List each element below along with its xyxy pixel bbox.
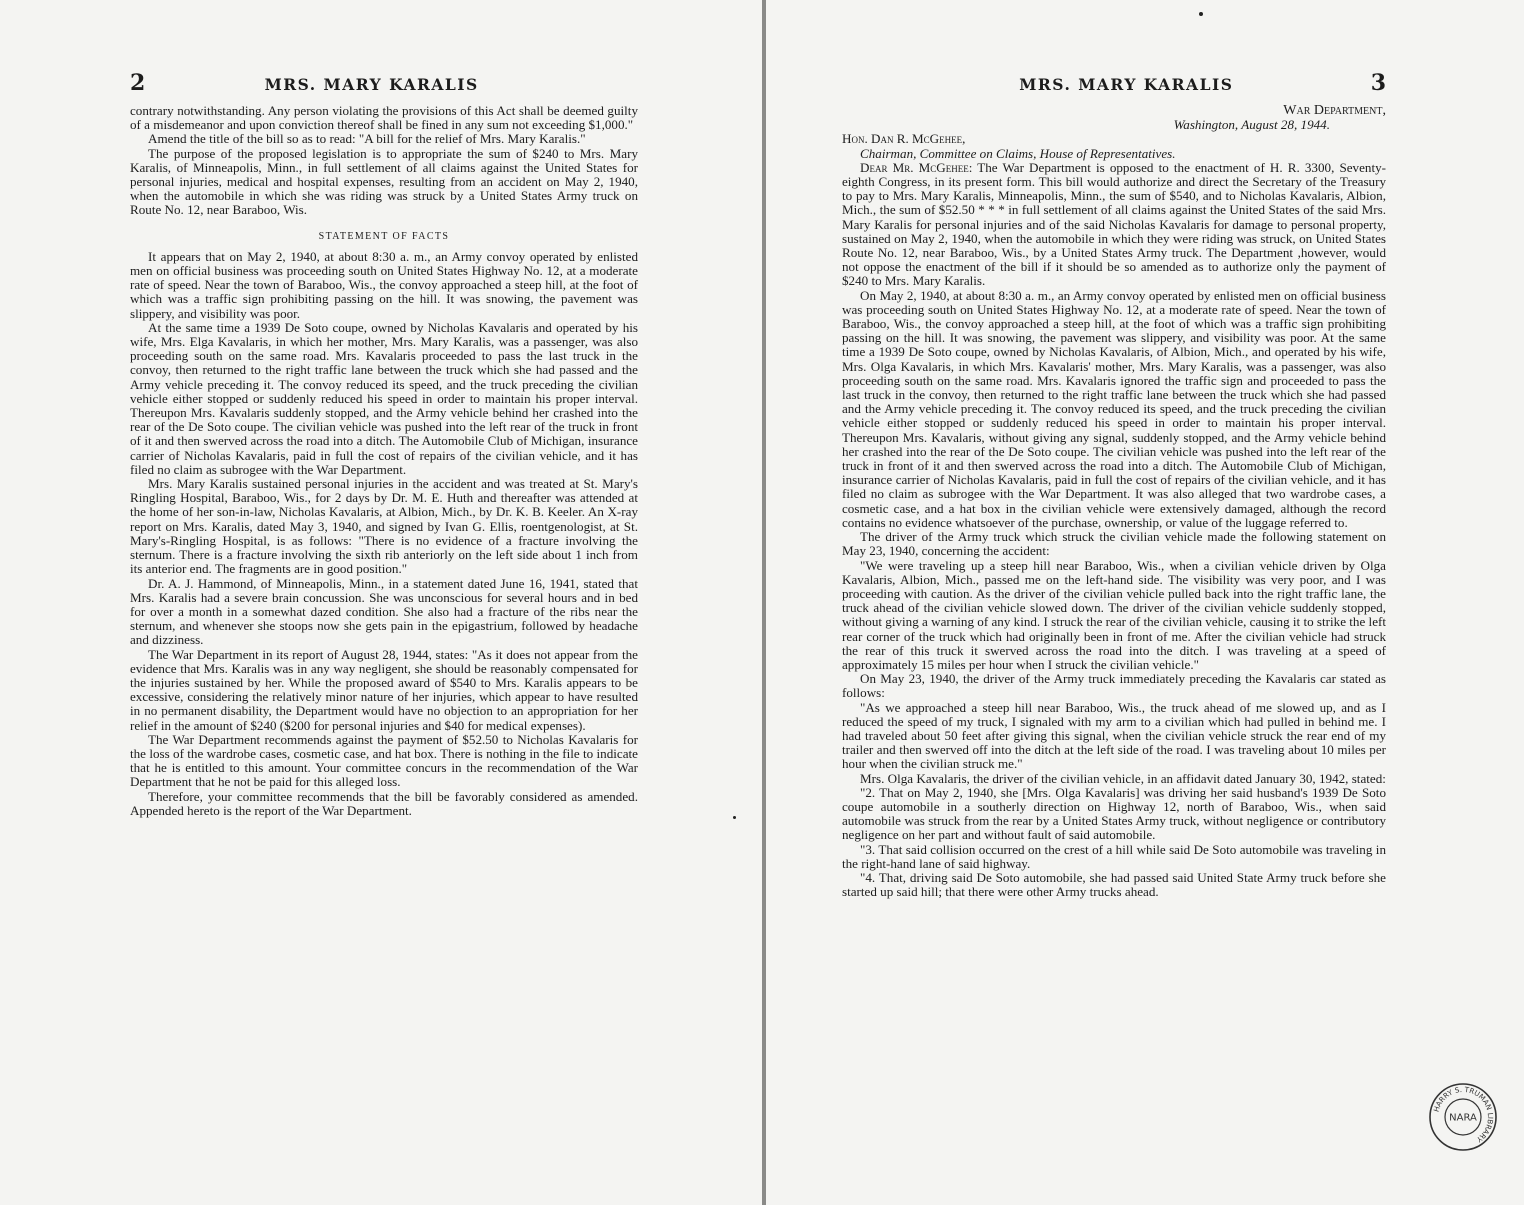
salutation: Dear Mr. McGehee: <box>860 159 973 175</box>
running-head <box>130 70 638 104</box>
page-number: 3 <box>1370 70 1386 96</box>
paragraph: Therefore, your committee recommends that the bill be favorably considered as amended. Appended hereto is the report of the War Department. <box>130 788 638 818</box>
letter-addressee <box>842 132 1386 160</box>
sender-department: War Department, <box>1283 103 1386 118</box>
paragraph: At the same time a 1939 De Soto coupe, owned by Nicholas Kavalaris and operated by his wife, Mrs. Elga Kavalaris, in which her mother, Mrs. Mary Karalis, was a passenger, was also proceeding south on the same road. Mrs. Kavalaris proceeded to pass the last truck in the convoy, then returned to the right traffic lane between the truck which she had passed and the Army vehicle preceding it. The convoy reduced its speed, and the truck preceding the civilian vehicle either stopped or suddenly reduced his speed in order to maintain his proper interval. Thereupon Mrs. Kavalaris suddenly stopped, and the Army vehicle behind her crashed into the rear of the De Soto coupe. The civilian vehicle was pushed into the left rear of the truck in front of it and then swerved across the road into a ditch. The Automobile Club of Michigan, insurance carrier of Nicholas Kavalaris, paid in full the cost of repairs of the civilian vehicle, and it has filed no claim as subrogee with the War Department. <box>130 319 638 477</box>
stamp-center-text: NARA <box>1449 1112 1477 1124</box>
running-title: MRS. MARY KARALIS <box>264 75 479 94</box>
section-heading: STATEMENT OF FACTS <box>318 230 450 242</box>
paragraph: Mrs. Olga Kavalaris, the driver of the civilian vehicle, in an affidavit dated January 30, 1942, stated: <box>860 770 1386 786</box>
paragraph: On May 23, 1940, the driver of the Army truck immediately preceding the Kavalaris car stated as follows: <box>842 671 1386 701</box>
ink-speck <box>733 816 736 819</box>
stamp-arc-text: HARRY S. TRUMAN LIBRARY <box>1431 1084 1496 1145</box>
running-head <box>842 70 1386 104</box>
paragraph: The purpose of the proposed legislation is to appropriate the sum of $240 to Mrs. Mary Karalis, of Minneapolis, Minn., in full settlement of all claims against the United States for personal injuries, medical and hospital expenses, resulting from an accident on May 2, 1940, when the automobile in which she was riding was struck by a United States Army truck on Route No. 12, near Baraboo, Wis. <box>130 145 638 218</box>
paragraph: It appears that on May 2, 1940, at about 8:30 a. m., an Army convoy operated by enlisted men on official business was proceeding south on United States Highway No. 12, at a moderate rate of speed. Near the town of Baraboo, Wis., the convoy approached a steep hill, at the foot of which was a traffic sign prohibiting passing on the hill. It was snowing, the pavement was slippery, and visibility was poor. <box>130 248 638 321</box>
letter-sender <box>842 104 1386 132</box>
sender-place-date: Washington, August 28, 1944. <box>1173 117 1330 133</box>
paragraph: Dr. A. J. Hammond, of Minneapolis, Minn., in a statement dated June 16, 1941, stated that Mrs. Karalis had a severe brain concussion. She was unconscious for several hours and in bed for over a month in a somewhat dazed condition. She also had a fracture of the ribs near the sternum, and whenever she stoops now she gets pain in the epigastrium, followed by headache and dizziness. <box>130 575 638 648</box>
paragraph: "We were traveling up a steep hill near Baraboo, Wis., when a civilian vehicle driven by Olga Kavalaris, Albion, Mich., passed me on the left-hand side. The visibility was very poor, and I was proceeding with caution. As the driver of the civilian vehicle pulled back into the right traffic lane, the truck ahead of the civilian vehicle slowed down. The driver of the civilian vehicle suddenly stopped, without giving a warning of any kind. I struck the rear of the civilian vehicle, causing it to strike the left rear corner of the truck which had originally been in front of me. After the civilian vehicle had struck the rear of this truck it swerved across the road into the ditch. I was traveling at a speed of approximately 15 miles per hour when I struck the civilian vehicle." <box>842 557 1386 672</box>
paragraph <box>842 161 1386 289</box>
paragraph: Mrs. Mary Karalis sustained personal injuries in the accident and was treated at St. Mary's Ringling Hospital, Baraboo, Wis., for 2 days by Dr. M. E. Huth and thereafter was attended at the home of her son-in-law, Nicholas Kavalaris, at Albion, Mich., by Dr. K. B. Keeler. An X-ray report on Mrs. Karalis, dated May 3, 1940, and signed by Ivan G. Ellis, roentgenologist, at St. Mary's-Ringling Hospital, is as follows: "There is no evidence of a fracture involving the sternum. There is a fracture involving the sixth rib anteriorly on the left side about 1 inch from its anterior end. The fragments are in good position." <box>130 476 638 577</box>
page-number: 2 <box>130 70 146 96</box>
right-page-content <box>842 70 1386 899</box>
right-page <box>766 0 1524 1205</box>
archive-stamp <box>1428 1082 1498 1152</box>
paragraph: "4. That, driving said De Soto automobile, she had passed said United State Army truck before she started up said hill; that there were other Army trucks ahead. <box>842 869 1386 900</box>
addressee-name: Hon. Dan R. McGehee, <box>842 131 966 147</box>
running-title: MRS. MARY KARALIS <box>1019 75 1234 94</box>
addressee-title: Chairman, Committee on Claims, House of Representatives. <box>860 145 1176 161</box>
paragraph: The War Department recommends against the payment of $52.50 to Nicholas Kavalaris for the loss of the wardrobe cases, cosmetic case, and hat box. There is nothing in the file to indicate that he is entitled to this amount. Your committee concurs in the recommendation of the War Department that he not be paid for this alleged loss. <box>130 731 638 790</box>
ink-speck <box>1199 12 1203 16</box>
paragraph: Amend the title of the bill so as to read: "A bill for the relief of Mrs. Mary Karalis." <box>148 131 586 147</box>
paragraph: contrary notwithstanding. Any person violating the provisions of this Act shall be deemed guilty of a misdemeanor and upon conviction thereof shall be fined in any sum not exceeding $1,000." <box>130 103 638 133</box>
paragraph: On May 2, 1940, at about 8:30 a. m., an Army convoy operated by enlisted men on official business was proceeding south on United States Highway No. 12, at a moderate rate of speed. Near the town of Baraboo, Wis., the convoy approached a steep hill, at the foot of which was a traffic sign prohibiting passing on the hill. It was snowing, the pavement was slippery, and visibility was poor. At the same time a 1939 De Soto coupe, owned by Nicholas Kavalaris, of Albion, Mich., and operated by his wife, Mrs. Olga Kavalaris, in which Mrs. Kavalaris' mother, Mrs. Mary Karalis, was a passenger, was also proceeding south on the same road. Mrs. Kavalaris ignored the traffic sign and proceeded to pass the last truck in the convoy, then returned to the right traffic lane between the truck which she had passed and the Army vehicle preceding it. The convoy reduced its speed, and the truck preceding the civilian vehicle either stopped or suddenly reduced his speed in order to maintain his proper interval. Thereupon Mrs. Kavalaris, without giving any signal, suddenly stopped, and the Army vehicle behind her crashed into the rear of the De Soto coupe. The civilian vehicle was pushed into the left rear of the truck in front of it and then swerved across the road into a ditch. The Automobile Club of Michigan, insurance carrier of Nicholas Kavalaris, paid in full the cost of repairs of the civilian vehicle, and it has filed no claim as subrogee with the War Department. It was also alleged that two wardrobe cases, a cosmetic case, and a hat box in the civilian vehicle were extensively damaged, although the record contains no evidence whatsoever of the purchase, ownership, or value of the luggage referred to. <box>842 287 1386 530</box>
left-page-content <box>130 70 638 818</box>
paragraph: "As we approached a steep hill near Baraboo, Wis., the truck ahead of me slowed up, and as I reduced the speed of my truck, I signaled with my arm to a civilian which had pulled in behind me. I had traveled about 50 feet after giving this signal, when the civilian vehicle struck the rear end of my trailer and then swerved off into the ditch at the left side of the road. I was traveling about 10 miles per hour when the civilian struck me." <box>842 699 1386 772</box>
paragraph: The driver of the Army truck which struck the civilian vehicle made the following statement on May 23, 1940, concerning the accident: <box>842 529 1386 559</box>
paragraph: The War Department in its report of August 28, 1944, states: "As it does not appear from the evidence that Mrs. Karalis was in any way negligent, she should be reasonably compensated for the injuries sustained by her. While the proposed award of $540 to Mrs. Karalis appears to be excessive, considering the relatively minor nature of her injuries, which appear to have resulted in no permanent disability, the Department would have no objection to an appropriation for her relief in the amount of $240 ($200 for personal injuries and $40 for medical expenses). <box>130 646 638 733</box>
paragraph: "3. That said collision occurred on the crest of a hill while said De Soto automobile was traveling in the right-hand lane of said highway. <box>842 841 1386 871</box>
paragraph-body: The War Department is opposed to the enactment of H. R. 3300, Seventy-eighth Congress, in its present form. This bill would authorize and direct the Secretary of the Treasury to pay to Mrs. Mary Karalis, Minneapolis, Minn., the sum of $540, and to Nicholas Kavalaris, Albion, Mich., the sum of $52.50 * * * in full settlement of all claims against the United States of the said Mrs. Mary Karalis for personal injuries and of the said Nicholas Kavalaris for damage to personal property, sustained on May 2, 1940, when the automobile in which they were riding was struck, on United States Route No. 12, near Baraboo, Wis., by a United States Army truck. The Department ,however, would not oppose the enactment of the bill if it should be so amended as to authorize only the payment of $240 to Mrs. Mary Karalis. <box>842 159 1387 289</box>
paragraph: "2. That on May 2, 1940, she [Mrs. Olga Kavalaris] was driving her said husband's 1939 De Soto coupe automobile in a southerly direction on Highway 12, north of Baraboo, Wis., when said automobile was struck from the rear by a United States Army truck, without negligence or contributory negligence on her part and without fault of said automobile. <box>842 784 1386 843</box>
